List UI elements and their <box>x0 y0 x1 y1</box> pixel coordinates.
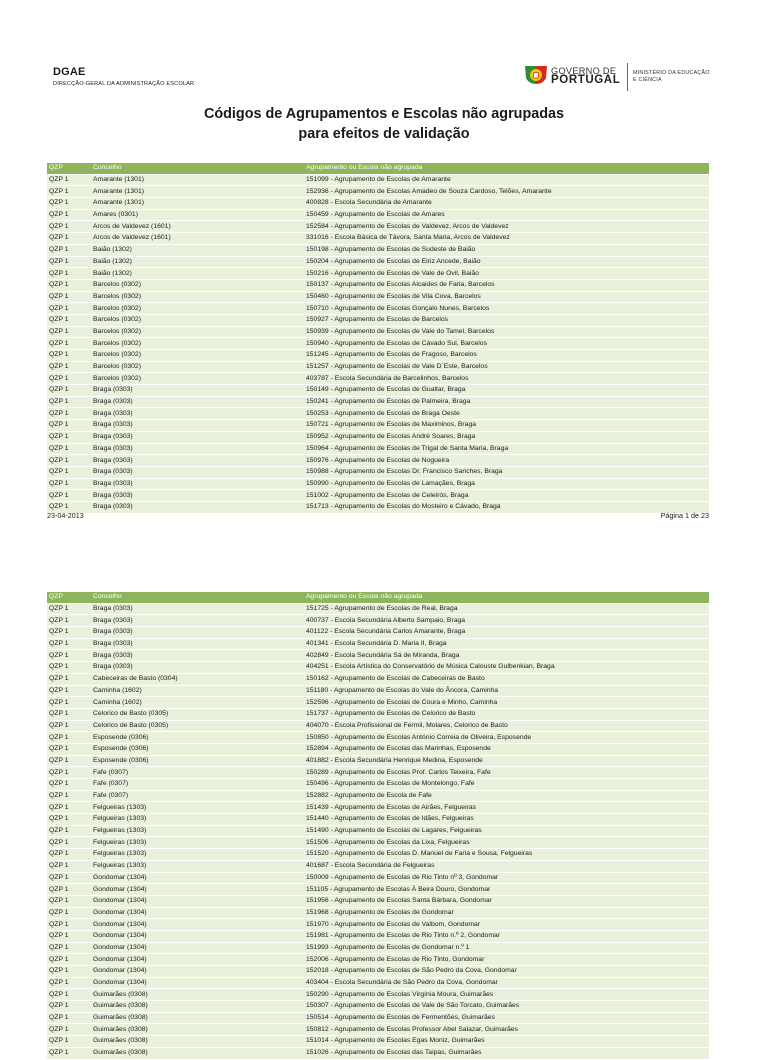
table-row <box>47 233 709 245</box>
title-line-1: Códigos de Agrupamentos e Escolas não agrupadas <box>203 106 565 122</box>
cell-agrupamento: 401882 - Escola Secundária Henrique Medina, Esposende <box>304 755 709 767</box>
cell-concelho: Braga (0303) <box>91 490 304 502</box>
cell-concelho: Guimarães (0308) <box>91 1012 304 1024</box>
table-row <box>47 790 709 802</box>
cell-concelho: Felgueiras (1303) <box>91 849 304 861</box>
cell-qzp: QZP 1 <box>47 466 91 478</box>
table-row <box>47 478 709 490</box>
cell-concelho: Barcelos (0302) <box>91 373 304 385</box>
cell-qzp: QZP 1 <box>47 244 91 256</box>
cell-concelho: Gondomar (1304) <box>91 966 304 978</box>
footer-page-number: Página 1 de 23 <box>660 511 709 520</box>
cell-qzp: QZP 1 <box>47 221 91 233</box>
cell-qzp: QZP 1 <box>47 209 91 221</box>
codes-table-page-1 <box>47 163 709 514</box>
cell-qzp: QZP 1 <box>47 919 91 931</box>
cell-agrupamento: 150976 - Agrupamento de Escolas de Nogueira <box>304 455 709 467</box>
cell-concelho: Arcos de Valdevez (1601) <box>91 233 304 245</box>
cell-agrupamento: 151956 - Agrupamento de Escolas Santa Bárbara, Gondomar <box>304 895 709 907</box>
cell-concelho: Braga (0303) <box>91 662 304 674</box>
cell-concelho: Braga (0303) <box>91 431 304 443</box>
cell-concelho: Braga (0303) <box>91 501 304 513</box>
cell-agrupamento: 150514 - Agrupamento de Escolas de Fermentões, Guimarães <box>304 1012 709 1024</box>
cell-concelho: Baião (1302) <box>91 256 304 268</box>
cell-qzp: QZP 1 <box>47 431 91 443</box>
table-row <box>47 1036 709 1048</box>
cell-qzp: QZP 1 <box>47 396 91 408</box>
table-row <box>47 350 709 362</box>
table-row <box>47 872 709 884</box>
cell-qzp: QZP 1 <box>47 825 91 837</box>
cell-concelho: Caminha (1602) <box>91 685 304 697</box>
cell-agrupamento: 151520 - Agrupamento de Escolas D. Manuel de Faria e Sousa, Felgueiras <box>304 849 709 861</box>
cell-agrupamento: 150204 - Agrupamento de Escolas de Eiriz Ancede, Baião <box>304 256 709 268</box>
cell-qzp: QZP 1 <box>47 1047 91 1059</box>
cell-qzp: QZP 1 <box>47 779 91 791</box>
table-row <box>47 279 709 291</box>
cell-qzp: QZP 1 <box>47 361 91 373</box>
col-header-qzp: QZP <box>47 592 91 603</box>
cell-qzp: QZP 1 <box>47 790 91 802</box>
table-row <box>47 209 709 221</box>
table-row <box>47 966 709 978</box>
table-row <box>47 743 709 755</box>
cell-concelho: Amarante (1301) <box>91 198 304 210</box>
table-row <box>47 174 709 186</box>
cell-agrupamento: 401687 - Escola Secundária de Felgueiras <box>304 860 709 872</box>
title-line-2: para efeitos de validação <box>298 126 470 142</box>
cell-qzp: QZP 1 <box>47 872 91 884</box>
cell-qzp: QZP 1 <box>47 720 91 732</box>
cell-qzp: QZP 1 <box>47 638 91 650</box>
table-row <box>47 650 709 662</box>
cell-concelho: Braga (0303) <box>91 420 304 432</box>
cell-agrupamento: 152584 - Agrupamento de Escolas de Valdevez, Arcos de Valdevez <box>304 221 709 233</box>
table-row <box>47 244 709 256</box>
cell-agrupamento: 150964 - Agrupamento de Escolas de Trigal de Santa Maria, Braga <box>304 443 709 455</box>
cell-agrupamento: 150940 - Agrupamento de Escolas de Cávado Sul, Barcelos <box>304 338 709 350</box>
cell-agrupamento: 151099 - Agrupamento de Escolas de Amarante <box>304 174 709 186</box>
cell-qzp: QZP 1 <box>47 174 91 186</box>
table-row <box>47 755 709 767</box>
cell-concelho: Baião (1302) <box>91 244 304 256</box>
table-row <box>47 977 709 989</box>
cell-agrupamento: 151245 - Agrupamento de Escolas de Fragoso, Barcelos <box>304 350 709 362</box>
cell-agrupamento: 400737 - Escola Secundária Alberto Sampaio, Braga <box>304 615 709 627</box>
cell-concelho: Barcelos (0302) <box>91 314 304 326</box>
cell-agrupamento: 151180 - Agrupamento de Escolas do Vale do Âncora, Caminha <box>304 685 709 697</box>
table-row <box>47 1001 709 1013</box>
cell-concelho: Esposende (0306) <box>91 732 304 744</box>
cell-qzp: QZP 1 <box>47 650 91 662</box>
cell-agrupamento: 150162 - Agrupamento de Escolas de Cabeceiras de Basto <box>304 673 709 685</box>
cell-agrupamento: 150459 - Agrupamento de Escolas de Amares <box>304 209 709 221</box>
table-row <box>47 720 709 732</box>
cell-agrupamento: 151506 - Agrupamento de Escolas da Lixa, Felgueiras <box>304 837 709 849</box>
cell-agrupamento: 150990 - Agrupamento de Escolas de Lamaçães, Braga <box>304 478 709 490</box>
cell-qzp: QZP 1 <box>47 233 91 245</box>
cell-concelho: Barcelos (0302) <box>91 303 304 315</box>
document-title <box>0 104 768 144</box>
cell-agrupamento: 403787 - Escola Secundária de Barcelinhos, Barcelos <box>304 373 709 385</box>
cell-concelho: Amarante (1301) <box>91 186 304 198</box>
table-row <box>47 930 709 942</box>
cell-concelho: Felgueiras (1303) <box>91 860 304 872</box>
table-row <box>47 1024 709 1036</box>
ministry-name <box>633 70 710 83</box>
cell-agrupamento: 151490 - Agrupamento de Escolas de Lagares, Felgueiras <box>304 825 709 837</box>
cell-concelho: Amares (0301) <box>91 209 304 221</box>
cell-agrupamento: 150307 - Agrupamento de Escolas de Vale de São Torcato, Guimarães <box>304 1001 709 1013</box>
table-row <box>47 767 709 779</box>
cell-concelho: Celorico de Basto (0305) <box>91 720 304 732</box>
cell-concelho: Barcelos (0302) <box>91 350 304 362</box>
cell-concelho: Fafe (0307) <box>91 779 304 791</box>
cell-qzp: QZP 1 <box>47 1024 91 1036</box>
cell-qzp: QZP 1 <box>47 802 91 814</box>
cell-qzp: QZP 1 <box>47 966 91 978</box>
cell-concelho: Guimarães (0308) <box>91 1024 304 1036</box>
cell-agrupamento: 151993 - Agrupamento de Escolas de Gondomar n.º 1 <box>304 942 709 954</box>
cell-qzp: QZP 1 <box>47 1012 91 1024</box>
cell-concelho: Esposende (0306) <box>91 743 304 755</box>
table-row <box>47 466 709 478</box>
table-row <box>47 420 709 432</box>
cell-qzp: QZP 1 <box>47 930 91 942</box>
portugal-emblem-icon <box>523 62 549 88</box>
cell-qzp: QZP 1 <box>47 673 91 685</box>
table-row <box>47 1047 709 1059</box>
cell-agrupamento: 150988 - Agrupamento de Escolas Dr. Francisco Sanches, Braga <box>304 466 709 478</box>
cell-agrupamento: 151713 - Agrupamento de Escolas do Mosteiro e Cávado, Braga <box>304 501 709 513</box>
cell-qzp: QZP 1 <box>47 455 91 467</box>
cell-agrupamento: 150290 - Agrupamento de Escolas Virgínia Moura, Guimarães <box>304 989 709 1001</box>
cell-qzp: QZP 1 <box>47 1036 91 1048</box>
cell-concelho: Braga (0303) <box>91 627 304 639</box>
cell-concelho: Braga (0303) <box>91 603 304 615</box>
table-row <box>47 802 709 814</box>
cell-concelho: Gondomar (1304) <box>91 872 304 884</box>
table-row <box>47 1012 709 1024</box>
cell-concelho: Esposende (0306) <box>91 755 304 767</box>
table-row <box>47 186 709 198</box>
cell-agrupamento: 150927 - Agrupamento de Escolas de Barcelos <box>304 314 709 326</box>
table-row <box>47 942 709 954</box>
cell-concelho: Gondomar (1304) <box>91 930 304 942</box>
cell-qzp: QZP 1 <box>47 743 91 755</box>
cell-agrupamento: 404251 - Escola Artística do Conservatório de Música Calouste Gulbenkian, Braga <box>304 662 709 674</box>
table-row <box>47 989 709 1001</box>
cell-qzp: QZP 1 <box>47 755 91 767</box>
cell-qzp: QZP 1 <box>47 1001 91 1013</box>
cell-agrupamento: 401341 - Escola Secundária D. Maria II, Braga <box>304 638 709 650</box>
cell-agrupamento: 150460 - Agrupamento de Escolas de Vila Cova, Barcelos <box>304 291 709 303</box>
cell-qzp: QZP 1 <box>47 326 91 338</box>
cell-qzp: QZP 1 <box>47 697 91 709</box>
cell-concelho: Barcelos (0302) <box>91 291 304 303</box>
table-row <box>47 291 709 303</box>
cell-concelho: Guimarães (0308) <box>91 1036 304 1048</box>
table-row <box>47 221 709 233</box>
cell-agrupamento: 400828 - Escola Secundária de Amarante <box>304 198 709 210</box>
cell-agrupamento: 150253 - Agrupamento de Escolas de Braga Oeste <box>304 408 709 420</box>
cell-agrupamento: 152882 - Agrupamento de Escola de Fafe <box>304 790 709 802</box>
table-row <box>47 615 709 627</box>
cell-qzp: QZP 1 <box>47 849 91 861</box>
cell-qzp: QZP 1 <box>47 662 91 674</box>
cell-concelho: Braga (0303) <box>91 385 304 397</box>
cell-agrupamento: 151439 - Agrupamento de Escolas de Airães, Felgueiras <box>304 802 709 814</box>
cell-concelho: Gondomar (1304) <box>91 942 304 954</box>
cell-agrupamento: 152006 - Agrupamento de Escolas de Rio Tinto, Gondomar <box>304 954 709 966</box>
cell-qzp: QZP 1 <box>47 837 91 849</box>
table-row <box>47 697 709 709</box>
cell-agrupamento: 151968 - Agrupamento de Escolas de Gondomar <box>304 907 709 919</box>
cell-concelho: Barcelos (0302) <box>91 279 304 291</box>
table-row <box>47 256 709 268</box>
table-row <box>47 673 709 685</box>
cell-concelho: Braga (0303) <box>91 478 304 490</box>
cell-qzp: QZP 1 <box>47 954 91 966</box>
table-row <box>47 919 709 931</box>
cell-agrupamento: 151440 - Agrupamento de Escolas de Idães, Felgueiras <box>304 814 709 826</box>
cell-agrupamento: 152894 - Agrupamento de Escolas das Marinhas, Esposende <box>304 743 709 755</box>
col-header-concelho: Concelho <box>91 592 304 603</box>
cell-qzp: QZP 1 <box>47 895 91 907</box>
table-row <box>47 396 709 408</box>
table-row <box>47 408 709 420</box>
cell-agrupamento: 150952 - Agrupamento de Escolas André Soares, Braga <box>304 431 709 443</box>
cell-agrupamento: 150812 - Agrupamento de Escolas Professor Abel Salazar, Guimarães <box>304 1024 709 1036</box>
cell-qzp: QZP 1 <box>47 603 91 615</box>
cell-concelho: Gondomar (1304) <box>91 977 304 989</box>
cell-agrupamento: 151014 - Agrupamento de Escolas Egas Moniz, Guimarães <box>304 1036 709 1048</box>
cell-agrupamento: 150289 - Agrupamento de Escolas Prof. Carlos Teixeira, Fafe <box>304 767 709 779</box>
org-short-name: DGAE <box>53 66 86 78</box>
table-row <box>47 732 709 744</box>
col-header-agrupamento: Agrupamento ou Escola não agrupada <box>304 592 709 603</box>
table-row <box>47 837 709 849</box>
cell-concelho: Felgueiras (1303) <box>91 837 304 849</box>
cell-concelho: Braga (0303) <box>91 466 304 478</box>
table-row <box>47 860 709 872</box>
cell-concelho: Fafe (0307) <box>91 767 304 779</box>
cell-concelho: Baião (1302) <box>91 268 304 280</box>
table-row <box>47 849 709 861</box>
cell-concelho: Cabeceiras de Basto (0304) <box>91 673 304 685</box>
cell-concelho: Barcelos (0302) <box>91 338 304 350</box>
cell-qzp: QZP 1 <box>47 314 91 326</box>
cell-concelho: Guimarães (0308) <box>91 1001 304 1013</box>
cell-concelho: Felgueiras (1303) <box>91 802 304 814</box>
table-row <box>47 662 709 674</box>
cell-qzp: QZP 1 <box>47 708 91 720</box>
ministry-line-2: E CIÊNCIA <box>633 76 662 83</box>
table-row <box>47 638 709 650</box>
cell-qzp: QZP 1 <box>47 989 91 1001</box>
cell-agrupamento: 404070 - Escola Profissional de Fermil, Molares, Celorico de Basto <box>304 720 709 732</box>
col-header-concelho: Concelho <box>91 163 304 174</box>
cell-qzp: QZP 1 <box>47 443 91 455</box>
table-row <box>47 338 709 350</box>
table-row <box>47 825 709 837</box>
cell-qzp: QZP 1 <box>47 478 91 490</box>
cell-concelho: Gondomar (1304) <box>91 907 304 919</box>
cell-agrupamento: 150149 - Agrupamento de Escolas de Gualtar, Braga <box>304 385 709 397</box>
cell-qzp: QZP 1 <box>47 942 91 954</box>
cell-qzp: QZP 1 <box>47 884 91 896</box>
table-row <box>47 708 709 720</box>
table-row <box>47 884 709 896</box>
cell-qzp: QZP 1 <box>47 303 91 315</box>
cell-concelho: Caminha (1602) <box>91 697 304 709</box>
cell-agrupamento: 150710 - Agrupamento de Escolas Gonçalo Nunes, Barcelos <box>304 303 709 315</box>
cell-concelho: Amarante (1301) <box>91 174 304 186</box>
cell-concelho: Barcelos (0302) <box>91 326 304 338</box>
cell-agrupamento: 150009 - Agrupamento de Escolas de Rio Tinto nº 3, Gondomar <box>304 872 709 884</box>
col-header-agrupamento: Agrupamento ou Escola não agrupada <box>304 163 709 174</box>
cell-qzp: QZP 1 <box>47 860 91 872</box>
table-row <box>47 501 709 513</box>
cell-agrupamento: 401122 - Escola Secundária Carlos Amarante, Braga <box>304 627 709 639</box>
cell-qzp: QZP 1 <box>47 291 91 303</box>
codes-table-page-2 <box>47 592 709 1060</box>
gov-line-1: GOVERNO DE <box>551 66 617 76</box>
table-row <box>47 685 709 697</box>
table-row <box>47 385 709 397</box>
table-row <box>47 268 709 280</box>
cell-agrupamento: 152018 - Agrupamento de Escolas de São Pedro da Cova, Gondomar <box>304 966 709 978</box>
cell-qzp: QZP 1 <box>47 767 91 779</box>
cell-concelho: Fafe (0307) <box>91 790 304 802</box>
cell-qzp: QZP 1 <box>47 385 91 397</box>
cell-agrupamento: 150939 - Agrupamento de Escolas de Vale do Tamel, Barcelos <box>304 326 709 338</box>
cell-agrupamento: 403404 - Escola Secundária de São Pedro da Cova, Gondomar <box>304 977 709 989</box>
table-row <box>47 907 709 919</box>
cell-qzp: QZP 1 <box>47 279 91 291</box>
table-row <box>47 431 709 443</box>
table-row <box>47 361 709 373</box>
cell-qzp: QZP 1 <box>47 350 91 362</box>
cell-concelho: Braga (0303) <box>91 408 304 420</box>
government-logo <box>523 60 713 94</box>
table-row <box>47 303 709 315</box>
table-row <box>47 603 709 615</box>
cell-qzp: QZP 1 <box>47 256 91 268</box>
gov-line-2: PORTUGAL <box>551 74 621 86</box>
cell-agrupamento: 150137 - Agrupamento de Escolas Alcaides de Faria, Barcelos <box>304 279 709 291</box>
table-row <box>47 954 709 966</box>
cell-qzp: QZP 1 <box>47 615 91 627</box>
cell-agrupamento: 402849 - Escola Secundária Sá de Miranda, Braga <box>304 650 709 662</box>
table-header-row <box>47 592 709 603</box>
cell-agrupamento: 151105 - Agrupamento de Escolas À Beira Douro, Gondomar <box>304 884 709 896</box>
cell-qzp: QZP 1 <box>47 685 91 697</box>
cell-qzp: QZP 1 <box>47 420 91 432</box>
cell-agrupamento: 152596 - Agrupamento de Escolas de Coura e Minho, Caminha <box>304 697 709 709</box>
cell-concelho: Gondomar (1304) <box>91 884 304 896</box>
cell-qzp: QZP 1 <box>47 373 91 385</box>
cell-qzp: QZP 1 <box>47 814 91 826</box>
cell-concelho: Celorico de Basto (0305) <box>91 708 304 720</box>
cell-agrupamento: 150496 - Agrupamento de Escolas de Montelongo, Fafe <box>304 779 709 791</box>
cell-agrupamento: 150850 - Agrupamento de Escolas António Correia de Oliveira, Esposende <box>304 732 709 744</box>
table-row <box>47 895 709 907</box>
cell-qzp: QZP 1 <box>47 268 91 280</box>
logo-divider <box>627 63 628 91</box>
table-row <box>47 627 709 639</box>
cell-qzp: QZP 1 <box>47 198 91 210</box>
cell-agrupamento: 151981 - Agrupamento de Escolas de Rio Tinto n.º 2, Gondomar <box>304 930 709 942</box>
table-row <box>47 814 709 826</box>
org-header <box>53 66 194 87</box>
cell-qzp: QZP 1 <box>47 338 91 350</box>
ministry-line-1: MINISTÉRIO DA EDUCAÇÃO <box>633 70 710 76</box>
cell-agrupamento: 150241 - Agrupamento de Escolas de Palmeira, Braga <box>304 396 709 408</box>
table-row <box>47 779 709 791</box>
cell-qzp: QZP 1 <box>47 490 91 502</box>
cell-qzp: QZP 1 <box>47 977 91 989</box>
cell-concelho: Braga (0303) <box>91 443 304 455</box>
cell-concelho: Braga (0303) <box>91 638 304 650</box>
cell-concelho: Arcos de Valdevez (1601) <box>91 221 304 233</box>
table-row <box>47 490 709 502</box>
cell-concelho: Gondomar (1304) <box>91 954 304 966</box>
cell-concelho: Braga (0303) <box>91 396 304 408</box>
cell-agrupamento: 151737 - Agrupamento de Escolas de Celorico de Basto <box>304 708 709 720</box>
org-full-name: DIRECÇÃO-GERAL DA ADMINISTRAÇÃO ESCOLAR <box>53 81 195 87</box>
cell-agrupamento: 152936 - Agrupamento de Escolas Amadeo de Souza Cardoso, Telões, Amarante <box>304 186 709 198</box>
cell-concelho: Gondomar (1304) <box>91 895 304 907</box>
table-header-row <box>47 163 709 174</box>
cell-concelho: Guimarães (0308) <box>91 1047 304 1059</box>
table-row <box>47 455 709 467</box>
cell-concelho: Felgueiras (1303) <box>91 825 304 837</box>
table-row <box>47 326 709 338</box>
cell-concelho: Gondomar (1304) <box>91 919 304 931</box>
cell-agrupamento: 151970 - Agrupamento de Escolas de Valbom, Gondomar <box>304 919 709 931</box>
table-row <box>47 373 709 385</box>
cell-concelho: Guimarães (0308) <box>91 989 304 1001</box>
cell-qzp: QZP 1 <box>47 408 91 420</box>
cell-agrupamento: 331016 - Escola Básica de Távora, Santa Maria, Arcos de Valdevez <box>304 233 709 245</box>
cell-qzp: QZP 1 <box>47 186 91 198</box>
cell-concelho: Felgueiras (1303) <box>91 814 304 826</box>
cell-qzp: QZP 1 <box>47 732 91 744</box>
cell-agrupamento: 151257 - Agrupamento de Escolas de Vale D`Este, Barcelos <box>304 361 709 373</box>
cell-agrupamento: 151725 - Agrupamento de Escolas de Real, Braga <box>304 603 709 615</box>
table-row <box>47 314 709 326</box>
table-row <box>47 198 709 210</box>
cell-concelho: Braga (0303) <box>91 615 304 627</box>
cell-qzp: QZP 1 <box>47 501 91 513</box>
government-wordmark <box>551 67 620 85</box>
cell-concelho: Braga (0303) <box>91 455 304 467</box>
cell-concelho: Barcelos (0302) <box>91 361 304 373</box>
cell-agrupamento: 150216 - Agrupamento de Escolas de Vale de Ovil, Baião <box>304 268 709 280</box>
cell-qzp: QZP 1 <box>47 907 91 919</box>
table-row <box>47 443 709 455</box>
cell-agrupamento: 151002 - Agrupamento de Escolas de Celeirós, Braga <box>304 490 709 502</box>
footer-date: 23-04-2013 <box>47 511 84 520</box>
cell-agrupamento: 150721 - Agrupamento de Escolas de Maximinos, Braga <box>304 420 709 432</box>
cell-agrupamento: 151026 - Agrupamento de Escolas das Taipas, Guimarães <box>304 1047 709 1059</box>
cell-agrupamento: 150198 - Agrupamento de Escolas de Sudeste de Baião <box>304 244 709 256</box>
cell-concelho: Braga (0303) <box>91 650 304 662</box>
cell-qzp: QZP 1 <box>47 627 91 639</box>
col-header-qzp: QZP <box>47 163 91 174</box>
